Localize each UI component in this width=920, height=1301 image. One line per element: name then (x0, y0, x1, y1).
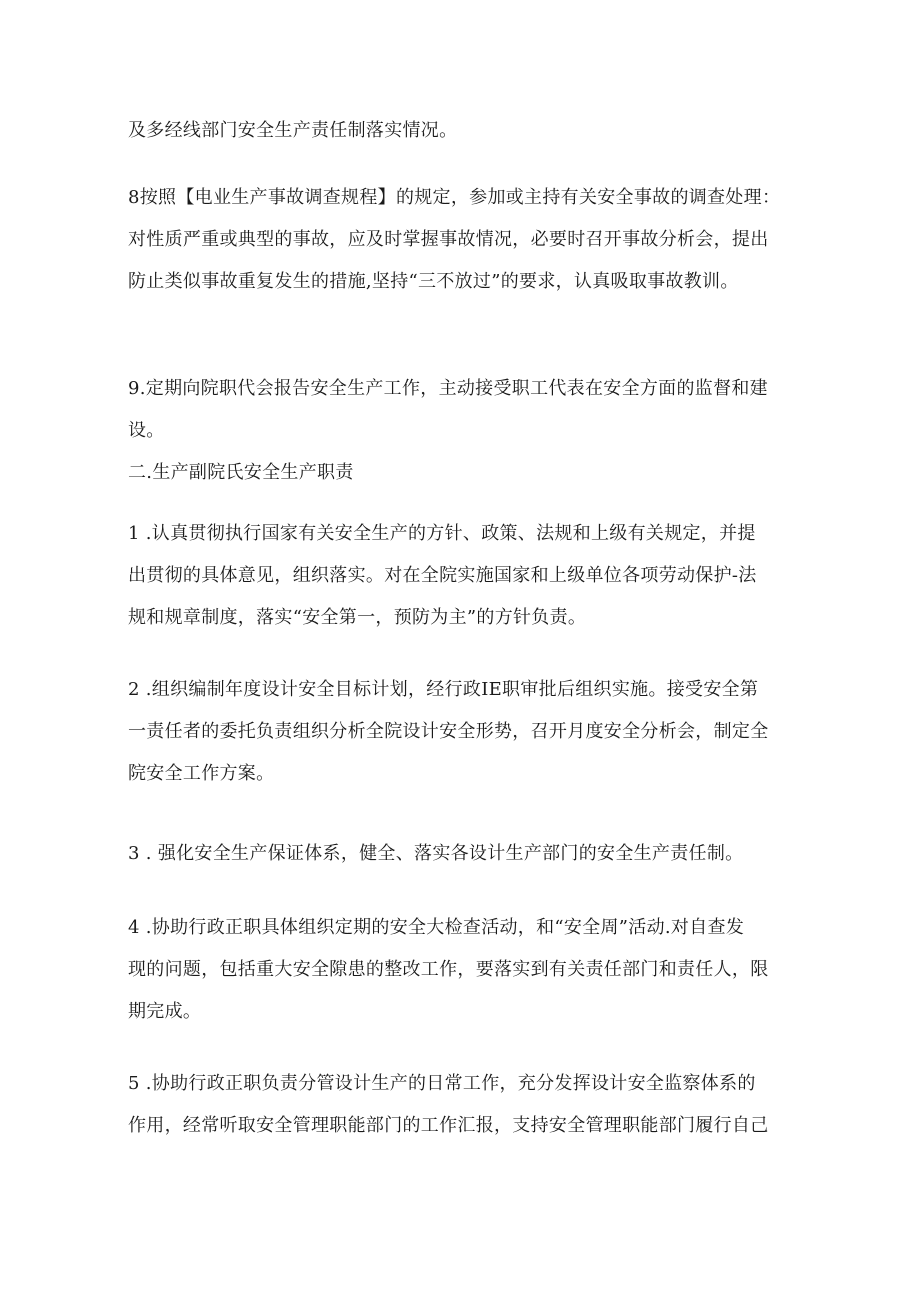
paragraph-item-8 (128, 177, 788, 303)
text-line: 设。 (128, 420, 165, 441)
text-line: 3 . 强化安全生产保证体系，健全、落实各设计生产部门的安全生产责任制。 (128, 843, 744, 864)
text-line: 8按照【电业生产事故调查规程】的规定，参加或主持有关安全事故的调查处理： (128, 187, 781, 208)
paragraph-duty-2 (128, 669, 788, 795)
text-line: 9.定期向院职代会报告安全生产工作，主动接受职工代表在安全方面的监督和建 (128, 378, 768, 399)
paragraph-1 (128, 110, 788, 152)
text-line: 5 .协助行政正职负责分管设计生产的日常工作，充分发挥设计安全监察体系的 (128, 1073, 756, 1094)
text-line: 及多经线部门安全生产责任制落实情况。 (128, 120, 458, 141)
text-line: 一责任者的委托负责组织分析全院设计安全形势，召开月度安全分析会，制定全 (128, 721, 769, 742)
text-line: 规和规章制度，落实“安全第一，预防为主”的方针负责。 (128, 607, 587, 628)
text-line: 作用，经常听取安全管理职能部门的工作汇报，支持安全管理职能部门履行自己 (128, 1115, 769, 1136)
text-line: 2 .组织编制年度设计安全目标计划，经行政IE职审批后组织实施。接受安全第 (128, 679, 759, 700)
text-line: 1 .认真贯彻执行国家有关安全生产的方针、政策、法规和上级有关规定，并提 (128, 523, 756, 544)
text-line: 4 .协助行政正职具体组织定期的安全大检查活动，和“安全周”活动.对自查发 (128, 917, 745, 938)
text-line: 期完成。 (128, 1001, 202, 1022)
paragraph-duty-3 (128, 833, 788, 875)
text-line: 防止类似事故重复发生的措施,坚持“三不放过”的要求，认真吸取事故教训。 (128, 271, 739, 292)
paragraph-duty-4 (128, 907, 788, 1033)
text-line: 院安全工作方案。 (128, 763, 275, 784)
section-heading (128, 452, 788, 494)
section-heading-text: 二.生产副院氏安全生产职责 (128, 462, 354, 483)
text-line: 出贯彻的具体意见，组织落实。对在全院实施国家和上级单位各项劳动保护-法 (128, 565, 757, 586)
paragraph-item-9 (128, 368, 788, 452)
text-line: 对性质严重或典型的事故，应及时掌握事故情况，必要时召开事故分析会，提出 (128, 229, 769, 250)
paragraph-duty-5 (128, 1063, 788, 1147)
text-line: 现的问题，包括重大安全隙患的整改工作，要落实到有关责任部门和责任人，限 (128, 959, 769, 980)
paragraph-duty-1 (128, 513, 788, 639)
